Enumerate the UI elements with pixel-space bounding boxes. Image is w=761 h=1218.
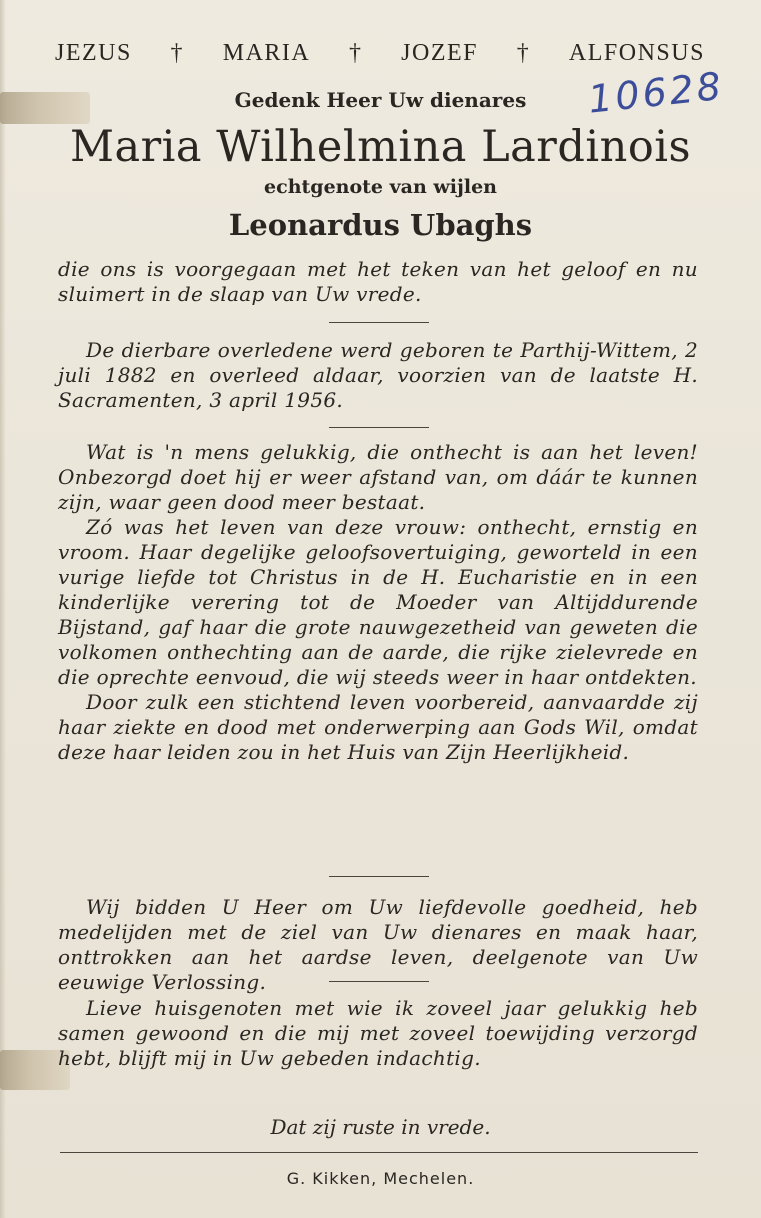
paragraph-faith: die ons is voorgegaan met het teken van het geloof en nu sluimert in de slaap van Uw vrede. [58, 257, 698, 306]
spouse-intro: echtgenote van wijlen [264, 176, 497, 198]
printer-credit: G. Kikken, Mechelen. [286, 1169, 475, 1188]
deceased-name: Maria Wilhelmina Lardinois [69, 122, 692, 172]
spouse-name: Leonardus Ubaghs [228, 208, 533, 242]
divider [329, 427, 429, 428]
cross-icon: † [516, 40, 531, 66]
intro-line: Gedenk Heer Uw dienares [234, 88, 527, 112]
divider [329, 981, 429, 982]
header-name-alfonsus: ALFONSUS [568, 40, 705, 66]
bottom-divider [60, 1152, 698, 1153]
cross-icon: † [348, 40, 363, 66]
header-name-jozef: JOZEF [401, 40, 479, 66]
paragraph-birth-death: De dierbare overledene werd geboren te Parthij-Wittem, 2 juli 1882 en overleed aldaar, voorzien van de laatste H. Sacramenten, 3 april 1956. [58, 338, 698, 412]
holy-names-header [55, 40, 705, 67]
closing-line: Dat zij ruste in vrede. [270, 1115, 491, 1139]
divider [329, 876, 429, 877]
paragraph-prayer: Wij bidden U Heer om Uw liefdevolle goedheid, heb medelijden met de ziel van Uw dienares en maak haar, onttrokken aan het aardse leven, deelgenote van Uw eeuwige Verlossing. [58, 895, 698, 994]
cross-icon: † [170, 40, 185, 66]
handwritten-number: 10628 [586, 63, 726, 122]
paragraph-life-part2: Zó was het leven van deze vrouw: onthecht, ernstig en vroom. Haar degelijke geloofsovertuiging, geworteld in een vurige liefde tot Christus in de H. Eucharistie en in een kinderlijke verering tot de Moeder van Altijddurende Bijstand, gaf haar die grote nauwgezetheid van geweten die volkomen onthechting aan de aarde, die rijke zielevrede en die oprechte eenvoud, die wij steeds weer in haar ontdekten. [58, 515, 698, 689]
divider [329, 322, 429, 323]
paragraph-farewell: Lieve huisgenoten met wie ik zoveel jaar gelukkig heb samen gewoond en die mij met zoveel toewijding verzorgd hebt, blijft mij in Uw gebeden indachtig. [58, 996, 698, 1070]
header-name-maria: MARIA [222, 40, 311, 66]
paragraph-life [58, 440, 698, 765]
paragraph-life-part3: Door zulk een stichtend leven voorbereid, aanvaardde zij haar ziekte en dood met onderwerping aan Gods Wil, omdat deze haar leiden zou in het Huis van Zijn Heerlijkheid. [58, 690, 698, 764]
header-name-jezus: JEZUS [55, 40, 132, 66]
paragraph-life-part1: Wat is 'n mens gelukkig, die onthecht is aan het leven! Onbezorgd doet hij er weer afstand van, om dáár te kunnen zijn, waar geen dood meer bestaat. [58, 440, 698, 514]
